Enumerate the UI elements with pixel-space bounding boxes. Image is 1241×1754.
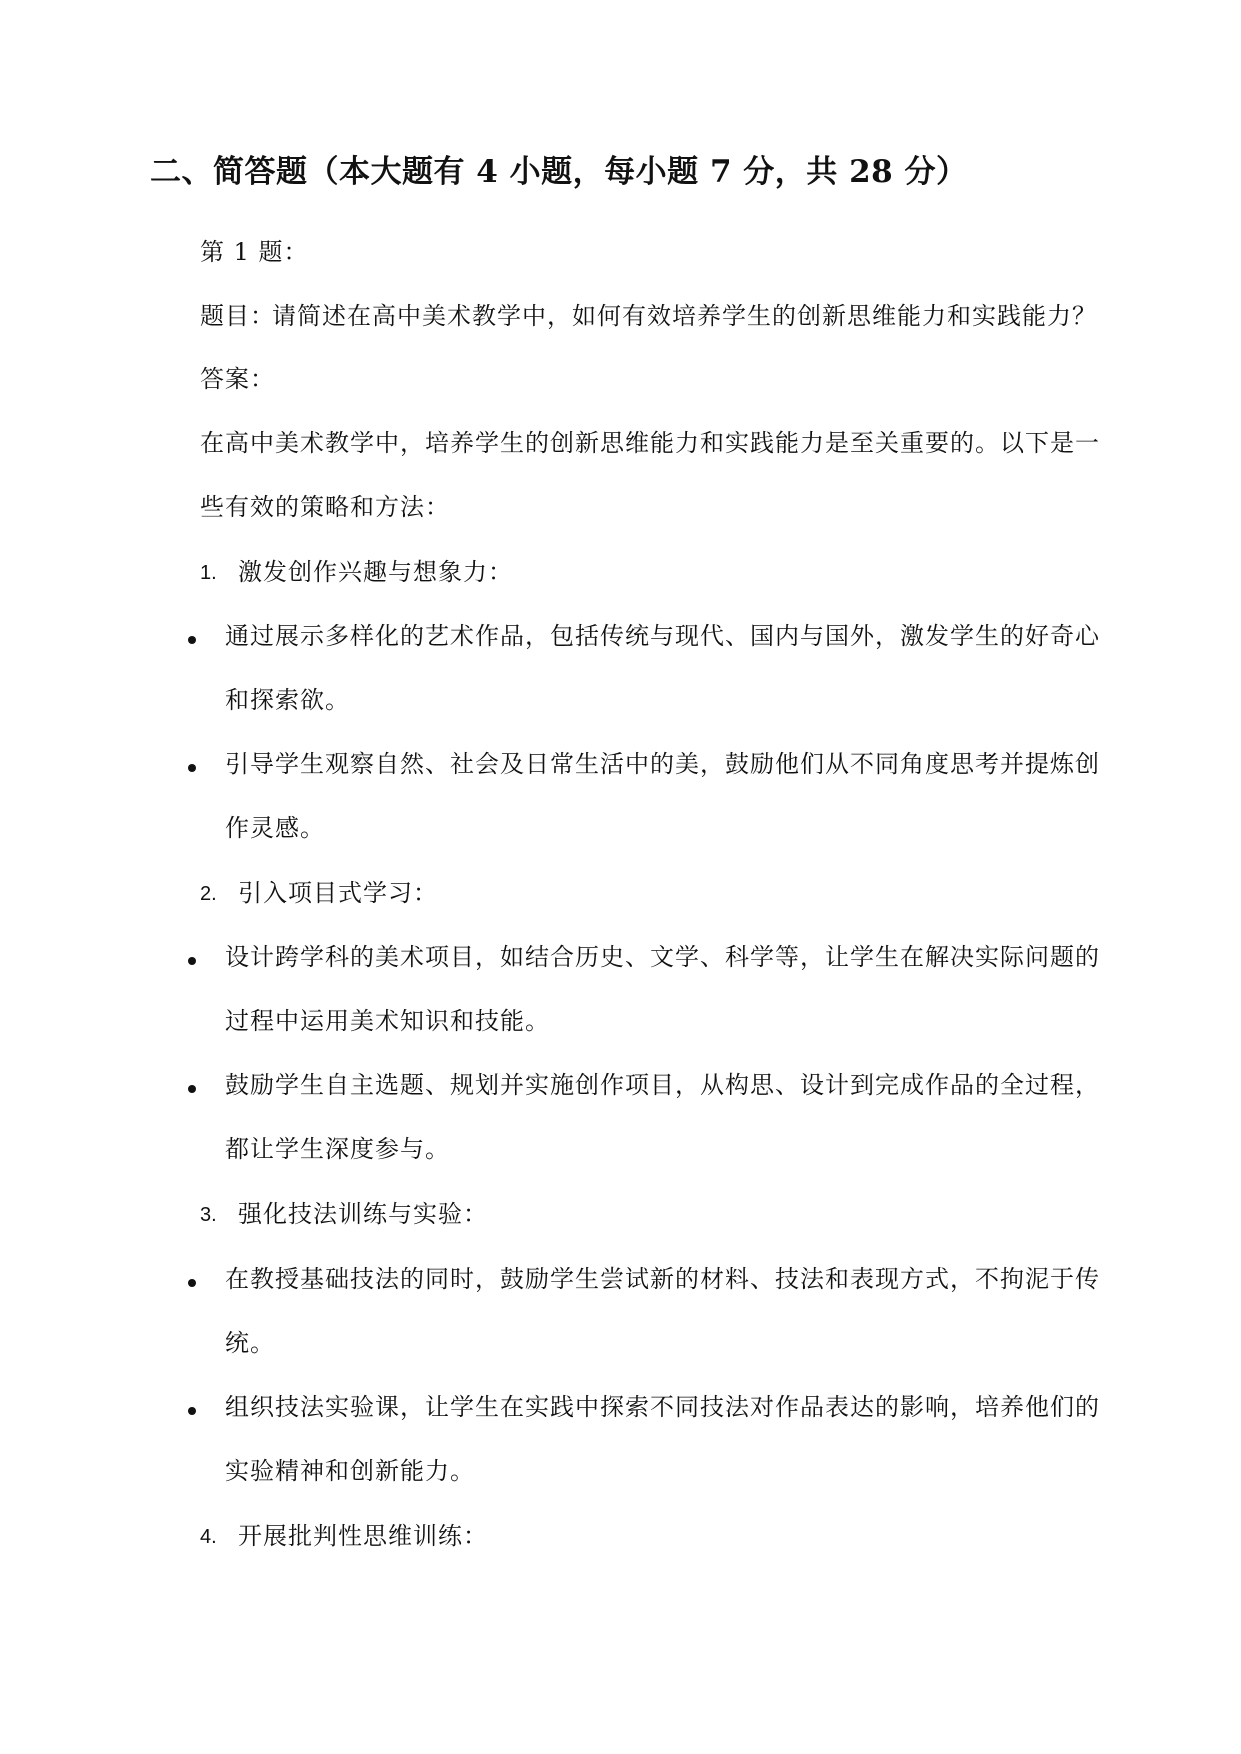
bullet-3-1-line-1: 在教授基础技法的同时，鼓励学生尝试新的材料、技法和表现方式，不拘泥于传 — [225, 1265, 1100, 1293]
bullet-2-1-line-2: 过程中运用美术知识和技能。 — [225, 1007, 550, 1035]
bullet-3-1-line-2: 统。 — [225, 1329, 275, 1357]
bullet-1-2-line-2: 作灵感。 — [225, 814, 325, 842]
bullet-1-2-line-1: 引导学生观察自然、社会及日常生活中的美，鼓励他们从不同角度思考并提炼创 — [225, 750, 1100, 778]
bullet-dot — [188, 1085, 196, 1093]
answer-intro-line-2: 些有效的策略和方法： — [200, 493, 450, 521]
section-title: 二、简答题（本大题有 4 小题，每小题 7 分，共 28 分） — [150, 154, 968, 190]
bullet-dot — [188, 636, 196, 644]
bullet-dot — [188, 764, 196, 772]
question-prompt-label: 题目： — [200, 302, 275, 330]
list-heading-1: 激发创作兴趣与想象力： — [238, 558, 513, 586]
list-number-1: 1. — [200, 562, 217, 584]
list-number-2: 2. — [200, 883, 217, 905]
bullet-dot — [188, 957, 196, 965]
bullet-3-2-line-2: 实验精神和创新能力。 — [225, 1457, 475, 1485]
answer-label: 答案： — [200, 365, 275, 393]
list-number-4: 4. — [200, 1526, 217, 1548]
list-heading-2: 引入项目式学习： — [238, 879, 438, 907]
bullet-3-2-line-1: 组织技法实验课，让学生在实践中探索不同技法对作品表达的影响，培养他们的 — [225, 1393, 1100, 1421]
question-prompt-text: 请简述在高中美术教学中，如何有效培养学生的创新思维能力和实践能力？ — [272, 302, 1097, 330]
bullet-dot — [188, 1279, 196, 1287]
bullet-dot — [188, 1407, 196, 1415]
bullet-2-2-line-1: 鼓励学生自主选题、规划并实施创作项目，从构思、设计到完成作品的全过程， — [225, 1071, 1100, 1099]
list-heading-3: 强化技法训练与实验： — [238, 1200, 488, 1228]
bullet-2-1-line-1: 设计跨学科的美术项目，如结合历史、文学、科学等，让学生在解决实际问题的 — [225, 943, 1100, 971]
bullet-1-1-line-2: 和探索欲。 — [225, 686, 350, 714]
bullet-2-2-line-2: 都让学生深度参与。 — [225, 1135, 450, 1163]
list-number-3: 3. — [200, 1204, 217, 1226]
question-number-label: 第 1 题： — [200, 238, 309, 266]
list-heading-4: 开展批判性思维训练： — [238, 1522, 488, 1550]
answer-intro-line-1: 在高中美术教学中，培养学生的创新思维能力和实践能力是至关重要的。以下是一 — [200, 429, 1100, 457]
bullet-1-1-line-1: 通过展示多样化的艺术作品，包括传统与现代、国内与国外，激发学生的好奇心 — [225, 622, 1100, 650]
